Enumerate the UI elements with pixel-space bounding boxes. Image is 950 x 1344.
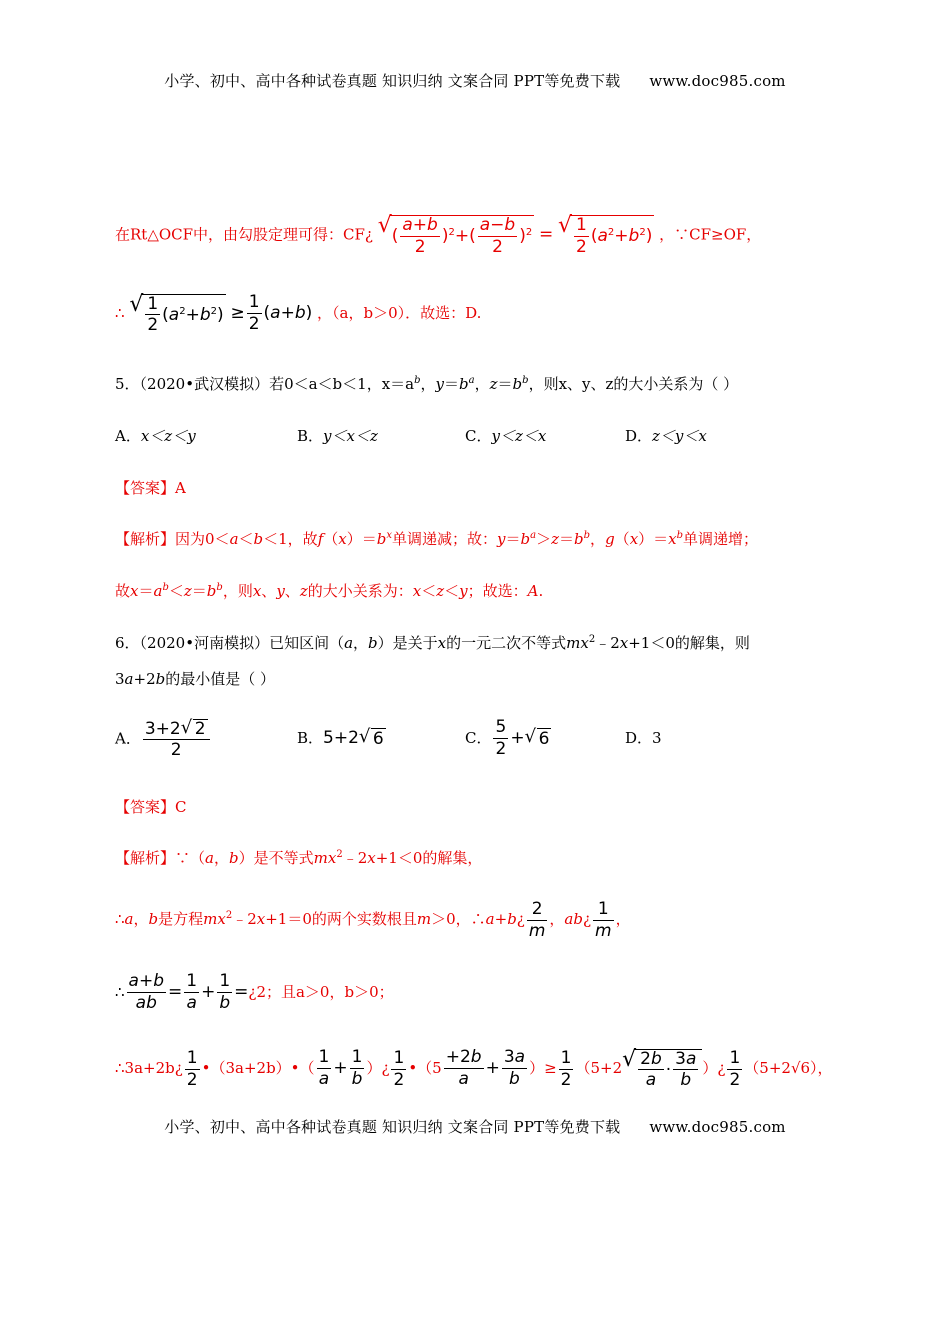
q5-stem-start: 5．（2020•武汉模拟）若0＜a＜b＜1，x＝a	[115, 375, 415, 393]
q5-analysis-line2: 故$x=a^b<z=b^b$，则x、y、z的大小关系为：x＜z＜y；故选：A.	[115, 582, 544, 600]
analysis-tag: 【解析】	[115, 530, 176, 548]
q6-analysis-line3: ∴ $\frac{a+b}{ab}$ = $\frac{1}{a}$ + $\frac{1}{b}$ =¿2；且a＞0，b＞0；	[115, 971, 394, 1013]
q6-stem-line2: 3a+2b的最小值是（ ）	[115, 670, 276, 688]
q6-analysis-line2: ∴a，b是方程$mx^2﹣2x+1=0$的两个实数根且m＞0，∴a+b¿ $\frac{2}{m}$ ，ab¿ $\frac{1}{m}$ ，	[115, 899, 631, 941]
prev-solution-line1: 在Rt△OCF中，由勾股定理可得：CF¿ √ ( $\frac{a+b}{2}$ )$^2$+( $\frac{a-b}{2}$ )$^2$ = √ $\frac{1}{2}$ $(a^2+b^2)$ ，∵CF≥OF，	[115, 213, 762, 257]
prev-line2-suffix: ，（a，b＞0）．故选：D.	[317, 304, 482, 323]
sqrt-icon: √	[558, 213, 573, 238]
answer-value: C	[175, 798, 187, 816]
answer-tag: 【答案】	[115, 479, 176, 497]
sqrt-expression-3: √ $\frac{1}{2}$ $(a^2+b^2)$	[129, 291, 224, 336]
q5-option-c[interactable]: C．y＜z＜x	[465, 427, 547, 445]
q6-stem-line1: 6．（2020•河南模拟）已知区间（a，b）是关于x的一元二次不等式$mx^2﹣2x+1<0$的解集，则	[115, 634, 750, 652]
q5-stem-rest: ，则x、y、z的大小关系为（ ）	[528, 375, 739, 393]
q6-option-d[interactable]: D．3	[625, 729, 662, 748]
footer-url[interactable]: www.doc985.com	[649, 1118, 786, 1136]
q6-line3-suffix: ¿2；且a＞0，b＞0；	[248, 983, 394, 1002]
q6-analysis-line1: 【解析】∵（a，b）是不等式$mx^2﹣2x+1<0$的解集，	[115, 849, 483, 867]
footer-text: 小学、初中、高中各种试卷真题 知识归纳 文案合同 PPT等免费下载	[164, 1118, 621, 1136]
q5-stem: 5．（2020•武汉模拟）若0＜a＜b＜1，$x=a^b$，$y=b^a$，$z=b^b$，则x、y、z的大小关系为（ ）	[115, 375, 739, 393]
sqrt-expression-2: √ $\frac{1}{2}$ $(a^2+b^2)$	[558, 213, 653, 257]
q6-analysis-line4: ∴3a+2b¿ $\frac{1}{2}$ •（3a+2b）•（ $\frac{1}{a}$ + $\frac{1}{b}$ ）¿ $\frac{1}{2}$ •（5 $\frac{+2b}{a}$ + $\frac{3a}{b}$ ）≥ $\frac{1}{2}$ （5+2 √ $\frac{2b}{a}$ · $\frac{3a}{b}$ ）¿ $\frac{1}{2}$ （5+2√6），	[115, 1046, 833, 1091]
q6-options	[115, 718, 662, 760]
prev-line1-prefix: 在Rt△OCF中，由勾股定理可得：CF¿	[115, 225, 373, 244]
q6-option-a[interactable]: A． 3+2 √ 2 2	[115, 719, 297, 760]
sqrt-icon: √	[622, 1046, 637, 1072]
q5-options	[115, 425, 707, 446]
q5-option-d[interactable]: D．z＜y＜x	[625, 427, 707, 445]
q5-option-b[interactable]: B．y＜x＜z	[297, 427, 378, 445]
analysis-tag: 【解析】	[115, 849, 176, 867]
answer-value: A	[175, 479, 186, 497]
sqrt-icon: √	[377, 213, 392, 238]
answer-tag: 【答案】	[115, 798, 176, 816]
q6-option-c[interactable]: C． $\frac{5}{2}$ + √ 6	[465, 717, 550, 759]
prev-line1-suffix: ，∵CF≥OF，	[659, 225, 762, 244]
q5-analysis-line1: 【解析】因为0＜a＜b＜1，故$f(x)=b^x$单调递减；故：$y=b^a>z=b^b$，$g(x)=x^b$单调递增；	[115, 530, 759, 548]
q6-answer	[115, 796, 187, 817]
sqrt-expression-1: √ ( $\frac{a+b}{2}$ )$^2$+( $\frac{a-b}{2}$ )$^2$	[377, 213, 533, 257]
prev-line2-prefix: ∴	[115, 304, 125, 323]
header-url[interactable]: www.doc985.com	[649, 72, 786, 90]
q5-answer	[115, 477, 186, 498]
header-text: 小学、初中、高中各种试卷真题 知识归纳 文案合同 PPT等免费下载	[164, 72, 621, 90]
prev-solution-line2: ∴ √ $\frac{1}{2}$ $(a^2+b^2)$ ≥ $\frac{1}{2}$ (a+b) ，（a，b＞0）．故选：D.	[115, 291, 482, 336]
page-header	[0, 70, 950, 91]
q6-option-b[interactable]: B．5+2 √ 6	[297, 725, 384, 749]
q5-option-a[interactable]: A．x＜z＜y	[115, 427, 196, 445]
sqrt-icon: √	[129, 291, 144, 317]
page-footer	[0, 1116, 950, 1137]
